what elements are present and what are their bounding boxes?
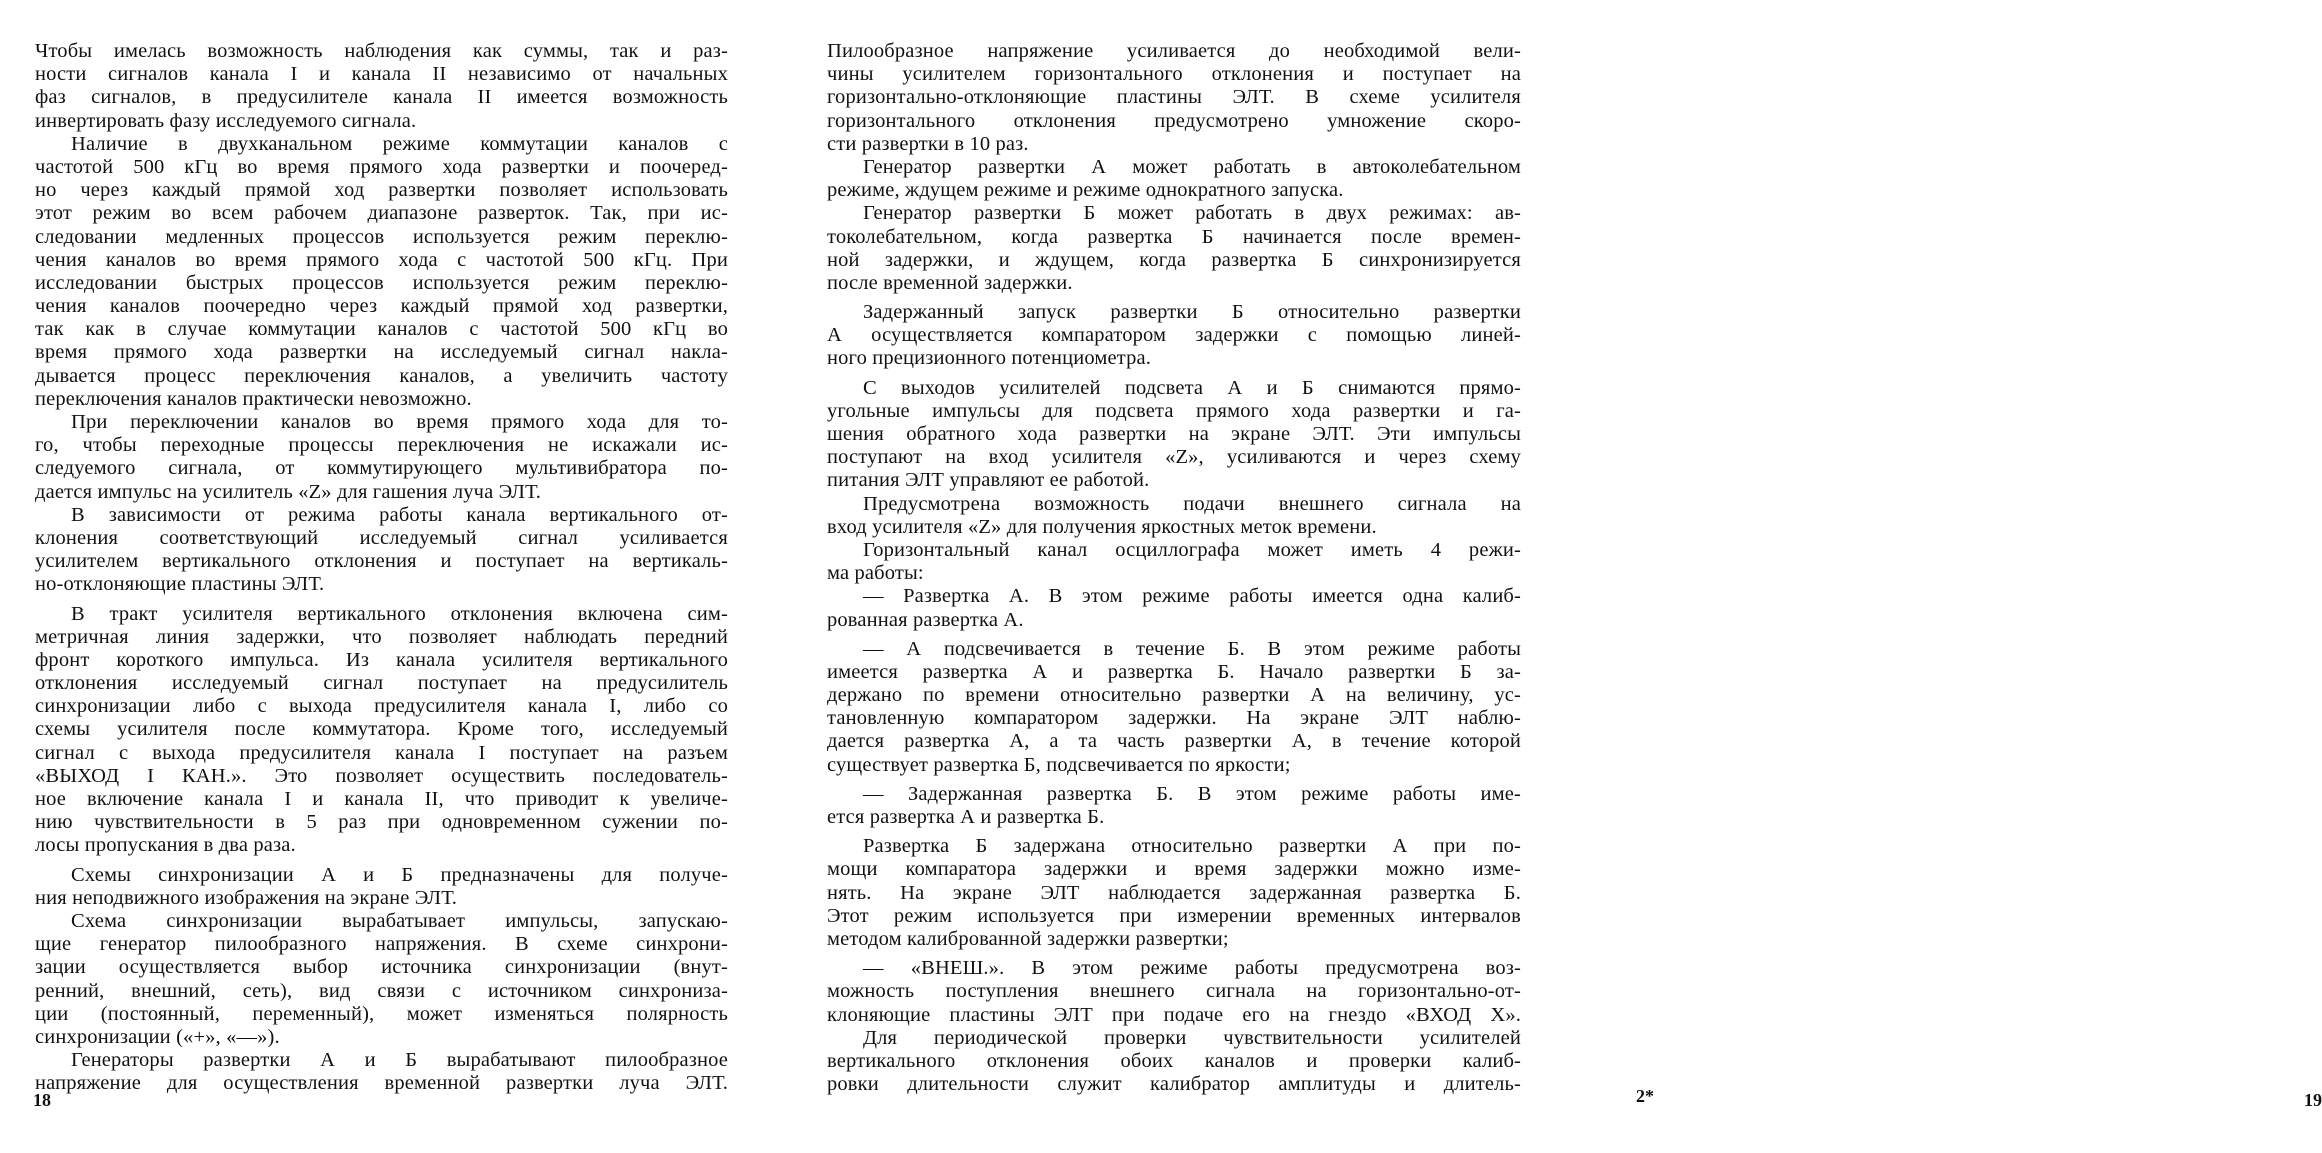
right-page-text xyxy=(827,40,1521,1096)
text-line: ния неподвижного изображения на экране ЭЛТ. xyxy=(35,886,458,909)
text-line: время прямого хода развертки на исследуемый сигнал накла- xyxy=(35,341,728,364)
text-line: «ВЫХОД I КАН.». Это позволяет осуществить последователь- xyxy=(35,764,728,787)
text-line: синхронизации («+», «—»). xyxy=(35,1025,280,1048)
text-line: нию чувствительности в 5 раз при одновременном сужении по- xyxy=(35,811,728,834)
text-line: дается импульс на усилитель «Z» для гашения луча ЭЛТ. xyxy=(35,480,541,503)
signature-mark: 2* xyxy=(1636,1086,1654,1106)
page-number: 19 xyxy=(2304,1090,2322,1110)
text-line: Схема синхронизации вырабатывает импульсы, запускаю- xyxy=(71,909,728,932)
text-line: так как в случае коммутации каналов с частотой 500 кГц во xyxy=(35,318,728,341)
text-line: питания ЭЛТ управляют ее работой. xyxy=(827,469,1150,492)
text-line: вертикального отклонения обоих каналов и проверки калиб- xyxy=(827,1049,1521,1072)
text-line: фронт короткого импульса. Из канала усилителя вертикального xyxy=(35,648,728,671)
text-line: отклонения исследуемый сигнал поступает на предусилитель xyxy=(35,672,728,695)
text-line: частотой 500 кГц во время прямого хода развертки и поочеред- xyxy=(35,155,728,178)
text-line: Генератор развертки Б может работать в двух режимах: ав- xyxy=(863,202,1521,225)
text-line: следуемого сигнала, от коммутирующего мультивибратора по- xyxy=(35,457,728,480)
text-line: но-отклоняющие пластины ЭЛТ. xyxy=(35,573,325,596)
text-line: этот режим во всем рабочем диапазоне разверток. Так, при ис- xyxy=(35,202,728,225)
text-line: лосы пропускания в два раза. xyxy=(35,834,296,857)
text-line: держано по времени относительно развертки А на величину, ус- xyxy=(827,684,1521,707)
text-line: фаз сигналов, в предусилителе канала II имеется возможность xyxy=(35,86,728,109)
page-number: 18 xyxy=(33,1090,51,1110)
text-line: В тракт усилителя вертикального отклонения включена сим- xyxy=(71,602,728,625)
text-line: токолебательном, когда развертка Б начинается после времен- xyxy=(827,225,1521,248)
text-line: усилителем вертикального отклонения и поступает на вертикаль- xyxy=(35,550,728,573)
text-line: Генератор развертки А может работать в автоколебательном xyxy=(863,155,1521,178)
text-line: Задержанный запуск развертки Б относительно развертки xyxy=(863,301,1521,324)
text-line: С выходов усилителей подсвета А и Б снимаются прямо- xyxy=(863,376,1521,399)
text-line: ности сигналов канала I и канала II независимо от начальных xyxy=(35,63,728,86)
text-line: При переключении каналов во время прямого хода для то- xyxy=(71,411,728,433)
text-line: — «ВНЕШ.». В этом режиме работы предусмотрена воз- xyxy=(863,957,1521,980)
text-line: ровки длительности служит калибратор амплитуды и длитель- xyxy=(827,1073,1521,1096)
text-line: — Развертка А. В этом режиме работы имеется одна калиб- xyxy=(863,585,1521,608)
text-line: щие генератор пилообразного напряжения. В схеме синхрони- xyxy=(35,933,728,956)
text-line: ется развертка А и развертка Б. xyxy=(827,806,1105,828)
text-line: — Задержанная развертка Б. В этом режиме работы име- xyxy=(863,782,1521,805)
text-line: существует развертка Б, подсвечивается по яркости; xyxy=(827,753,1291,776)
text-line: схемы усилителя после коммутатора. Кроме того, исследуемый xyxy=(35,718,728,741)
text-line: Чтобы имелась возможность наблюдения как суммы, так и раз- xyxy=(35,40,728,62)
text-line: ренний, внешний, сеть), вид связи с источником синхрониза- xyxy=(35,979,728,1002)
text-line: можность поступления внешнего сигнала на горизонтально-от- xyxy=(827,980,1521,1003)
text-line: чины усилителем горизонтального отклонения и поступает на xyxy=(827,63,1521,86)
text-line: после временной задержки. xyxy=(827,271,1073,294)
text-line: го, чтобы переходные процессы переключения не искажали ис- xyxy=(35,434,728,457)
text-line: горизонтально-отклоняющие пластины ЭЛТ. В схеме усилителя xyxy=(827,86,1521,109)
text-line: дывается процесс переключения каналов, а увеличить частоту xyxy=(35,364,728,387)
text-line: ции (постоянный, переменный), может изменяться полярность xyxy=(35,1002,728,1025)
text-line: методом калиброванной задержки развертки; xyxy=(827,927,1229,950)
text-line: сти развертки в 10 раз. xyxy=(827,132,1029,155)
text-line: синхронизации либо с выхода предусилителя канала I, либо со xyxy=(35,695,728,718)
text-line: сигнал с выхода предусилителя канала I поступает на разъем xyxy=(35,741,728,764)
text-line: дается развертка А, а та часть развертки А, в течение которой xyxy=(827,730,1521,753)
text-line: Горизонтальный канал осциллографа может иметь 4 режи- xyxy=(863,538,1521,561)
text-line: А осуществляется компаратором задержки с помощью линей- xyxy=(827,324,1521,347)
text-line: ного прецизионного потенциометра. xyxy=(827,347,1152,370)
text-line: Этот режим используется при измерении временных интервалов xyxy=(827,904,1521,927)
text-line: ное включение канала I и канала II, что приводит к увеличе- xyxy=(35,788,728,810)
text-line: Генераторы развертки А и Б вырабатывают пилообразное xyxy=(71,1049,728,1072)
text-line: Пилообразное напряжение усиливается до необходимой вели- xyxy=(827,40,1521,62)
text-line: — А подсвечивается в течение Б. В этом режиме работы xyxy=(863,637,1521,660)
text-line: Схемы синхронизации А и Б предназначены для получе- xyxy=(71,863,728,886)
text-line: исследовании быстрых процессов используется режим переклю- xyxy=(35,271,728,294)
text-line: нять. На экране ЭЛТ наблюдается задержанная развертка Б. xyxy=(827,881,1521,904)
left-page xyxy=(0,0,800,1153)
text-line: имеется развертка А и развертка Б. Начало развертки Б за- xyxy=(827,660,1521,683)
text-line: поступают на вход усилителя «Z», усиливаются и через схему xyxy=(827,446,1521,469)
text-line: угольные импульсы для подсвета прямого хода развертки и га- xyxy=(827,399,1521,422)
text-line: но через каждый прямой ход развертки позволяет использовать xyxy=(35,179,728,202)
text-line: ной задержки, и ждущем, когда развертка Б синхронизируется xyxy=(827,248,1521,271)
text-line: следовании медленных процессов используется режим переклю- xyxy=(35,225,728,248)
text-line: клонения соответствующий исследуемый сигнал усиливается xyxy=(35,526,728,549)
text-line: рованная развертка А. xyxy=(827,608,1024,631)
text-line: переключения каналов практически невозможно. xyxy=(35,387,472,410)
text-line: мощи компаратора задержки и время задержки можно изме- xyxy=(827,858,1521,881)
text-line: инвертировать фазу исследуемого сигнала. xyxy=(35,109,417,132)
text-line: вход усилителя «Z» для получения яркостных меток времени. xyxy=(827,515,1377,538)
text-line: горизонтального отклонения предусмотрено умножение скоро- xyxy=(827,109,1521,132)
text-line: Наличие в двухканальном режиме коммутации каналов с xyxy=(71,132,728,155)
text-line: ма работы: xyxy=(827,562,924,585)
text-line: Развертка Б задержана относительно развертки А при по- xyxy=(863,835,1521,858)
text-line: чения каналов во время прямого хода с частотой 500 кГц. При xyxy=(35,248,728,271)
text-line: напряжение для осуществления временной развертки луча ЭЛТ. xyxy=(35,1072,728,1095)
text-line: чения каналов поочередно через каждый прямой ход развертки, xyxy=(35,295,728,318)
left-page-text xyxy=(35,40,728,1095)
right-page xyxy=(800,0,2322,1153)
text-line: шения обратного хода развертки на экране ЭЛТ. Эти импульсы xyxy=(827,423,1521,445)
text-line: В зависимости от режима работы канала вертикального от- xyxy=(71,503,728,526)
text-line: режиме, ждущем режиме и режиме однократного запуска. xyxy=(827,179,1344,202)
text-line: зации осуществляется выбор источника синхронизации (внут- xyxy=(35,956,728,979)
text-line: тановленную компаратором задержки. На экране ЭЛТ наблю- xyxy=(827,707,1521,730)
text-line: метричная линия задержки, что позволяет наблюдать передний xyxy=(35,625,728,648)
text-line: Для периодической проверки чувствительности усилителей xyxy=(863,1026,1521,1049)
text-line: клоняющие пластины ЭЛТ при подаче его на гнездо «ВХОД Х». xyxy=(827,1003,1521,1026)
text-line: Предусмотрена возможность подачи внешнего сигнала на xyxy=(863,492,1521,515)
